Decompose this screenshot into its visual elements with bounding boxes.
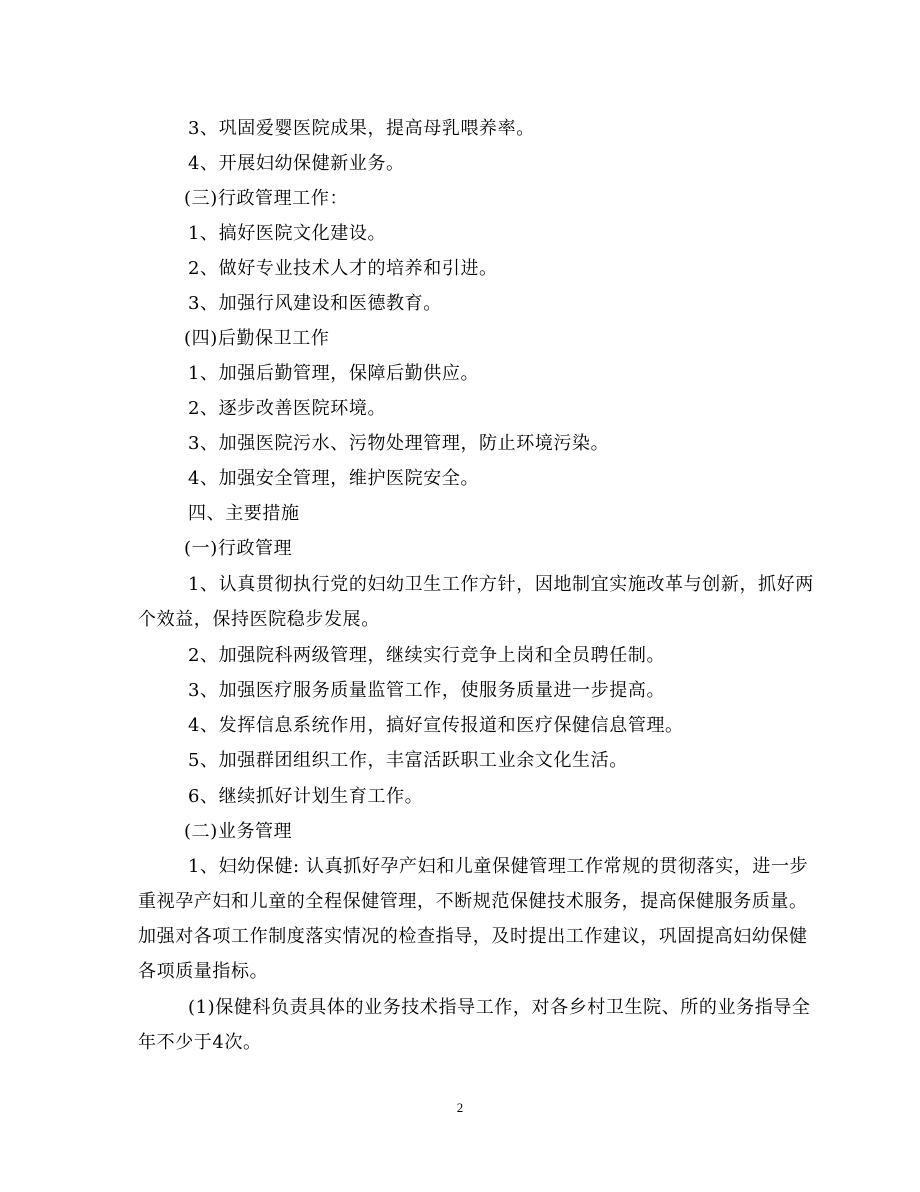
text-line: (1)保健科负责具体的业务技术指导工作，对各乡村卫生院、所的业务指导全 [188,997,811,1018]
text-line: 2、逐步改善医院环境。 [188,398,387,419]
text-line: 1、搞好医院文化建设。 [188,223,387,244]
text-line: 3、巩固爱婴医院成果，提高母乳喂养率。 [188,118,535,139]
text-line: 2、加强院科两级管理，继续实行竞争上岗和全员聘任制。 [188,645,666,666]
text-line: 1、加强后勤管理，保障后勤供应。 [188,363,480,384]
text-line: 2、做好专业技术人才的培养和引进。 [188,258,498,279]
text-line: 各项质量指标。 [138,961,269,982]
section-heading: 四、主要措施 [188,503,300,524]
text-line: 1、认真贯彻执行党的妇幼卫生工作方针，因地制宜实施改革与创新，抓好两 [188,574,814,595]
section-heading: (二)业务管理 [184,821,293,842]
text-line: 3、加强医院污水、污物处理管理，防止环境污染。 [188,433,610,454]
text-line: 4、加强安全管理，维护医院安全。 [188,468,480,489]
section-heading: (一)行政管理 [184,538,293,559]
text-line: 年不少于4次。 [138,1032,262,1053]
text-line: 4、开展妇幼保健新业务。 [188,153,405,174]
section-heading: (四)后勤保卫工作 [184,328,330,349]
text-line: 1、妇幼保健: 认真抓好孕产妇和儿童保健管理工作常规的贯彻落实，进一步 [188,856,809,877]
text-line: 3、加强行风建设和医德教育。 [188,293,442,314]
text-line: 加强对各项工作制度落实情况的检查指导，及时提出工作建议，巩固提高妇幼保健 [138,926,808,947]
text-line: 重视孕产妇和儿童的全程保健管理，不断规范保健技术服务，提高保健服务质量。 [138,891,808,912]
text-line: 3、加强医疗服务质量监管工作，使服务质量进一步提高。 [188,680,666,701]
page-number: 2 [456,1100,464,1115]
text-line: 4、发挥信息系统作用，搞好宣传报道和医疗保健信息管理。 [188,715,684,736]
text-line: 6、继续抓好计划生育工作。 [188,786,424,807]
section-heading: (三)行政管理工作： [184,188,349,209]
text-line: 个效益，保持医院稳步发展。 [138,609,380,630]
text-line: 5、加强群团组织工作，丰富活跃职工业余文化生活。 [188,750,628,771]
